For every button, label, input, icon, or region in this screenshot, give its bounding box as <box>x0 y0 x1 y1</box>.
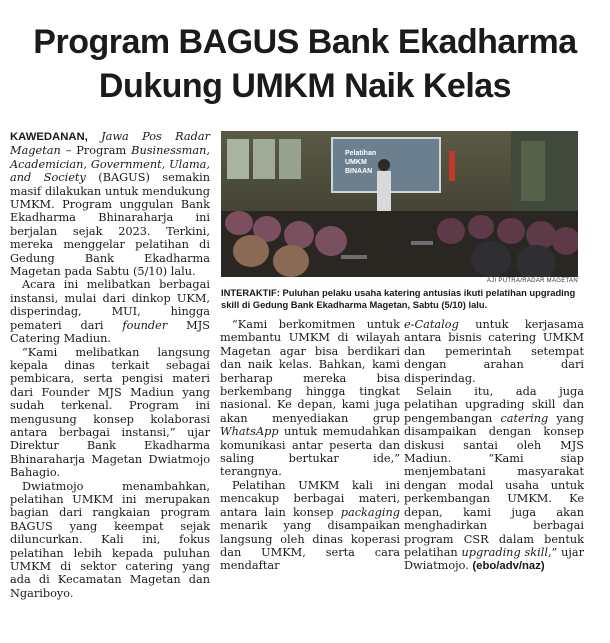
paragraph-7: Selain itu, ada juga pelatihan upgrading skill dan pengembangan catering yang disampaikan dengan konsep diskusi santai oleh MJS Madiun. “Kami siap menjembatani masyarakat dengan modal usaha untuk perkembangan UMKM. Ke depan, kami juga akan menghadirkan berbagai program CSR dalam bentuk pelatihan upgrading skill,” ujar Dwiatmojo. (ebo/adv/naz) <box>404 385 584 573</box>
article-photo <box>221 131 578 277</box>
headline-line-1: Program BAGUS Bank Ekadharma <box>33 23 577 61</box>
screen-text-2: UMKM <box>345 159 367 166</box>
caption-lead: INTERAKTIF: <box>221 287 280 298</box>
source-name: Jawa Pos Radar Magetan <box>10 130 210 158</box>
paragraph-5: “Kami berkomitmen untuk membantu UMKM di wilayah Magetan agar bisa berdikari dan naik kelas. Bahkan, kami berharap mereka bisa berkembang hingga tingkat nasional. Ke depan, kami juga akan menyediakan grup WhatsApp untuk memudahkan komunikasi antar peserta dan saling bertukar ide,” terangnya. <box>220 318 400 479</box>
article-column-1 <box>10 130 210 600</box>
training-scene-image <box>221 131 578 277</box>
screen-text-3: BINAAN <box>345 168 373 175</box>
screen-text-1: Pelatihan <box>345 150 377 157</box>
paragraph-3: “Kami melibatkan langsung kepala dinas terkait sebagai pembicara, serta pengisi materi dari Founder MJS Madiun yang sudah terkenal. Program ini mengusung konsep kolaborasi antara berbagai instansi,” ujar Direktur Bank Ekadharma Bhinaraharja Magetan Dwiatmojo Bahagio. <box>10 345 210 480</box>
author-signature: (ebo/adv/naz) <box>472 560 545 573</box>
paragraph-1: KAWEDANAN, Jawa Pos Radar Magetan – Program Businessman, Academician, Government, Ulama, and Society (BAGUS) semakin masif dilakukan untuk mendukung UMKM. Program unggulan Bank Ekadharma Bhinaraharja ini berjalan sejak 2023. Terkini, mereka menggelar pelatihan di Gedung Bank Ekadharma Magetan pada Sabtu (5/10) lalu. <box>10 130 210 279</box>
paragraph-6: Pelatihan UMKM kali ini mencakup berbagai materi, antara lain konsep packaging menarik yang disampaikan langsung oleh dinas koperasi dan UMKM, serta cara mendaftar <box>220 478 400 573</box>
photo-caption <box>221 287 581 311</box>
headline <box>0 20 610 108</box>
paragraph-6-continued: e-Catalog untuk kerjasama antara bisnis catering UMKM dan pemerintah setempat dengan arahan dari disperindag. <box>404 318 584 385</box>
caption-text: Puluhan pelaku usaha katering antusias ikuti pelatihan upgrading skill di Gedung Bank Ekadharma Magetan, Sabtu (5/10) lalu. <box>221 287 576 310</box>
article-column-2 <box>220 318 400 573</box>
paragraph-2: Acara ini melibatkan berbagai instansi, mulai dari dinkop UKM, disperindag, MUI, hingga pemateri dari founder MJS Catering Madiun. <box>10 278 210 346</box>
dateline: KAWEDANAN, <box>10 131 88 143</box>
photo-credit: AJI PUTRA/RADAR MAGETAN <box>486 278 578 284</box>
article-column-3 <box>404 318 584 574</box>
paragraph-4: Dwiatmojo menambahkan, pelatihan UMKM ini merupakan bagian dari rangkaian program BAGUS yang keempat sejak diluncurkan. Kali ini, fokus pelatihan lebih kepada puluhan UMKM di sektor catering yang ada di Kecamatan Magetan dan Ngariboyo. <box>10 479 210 600</box>
headline-line-2: Dukung UMKM Naik Kelas <box>98 67 512 105</box>
